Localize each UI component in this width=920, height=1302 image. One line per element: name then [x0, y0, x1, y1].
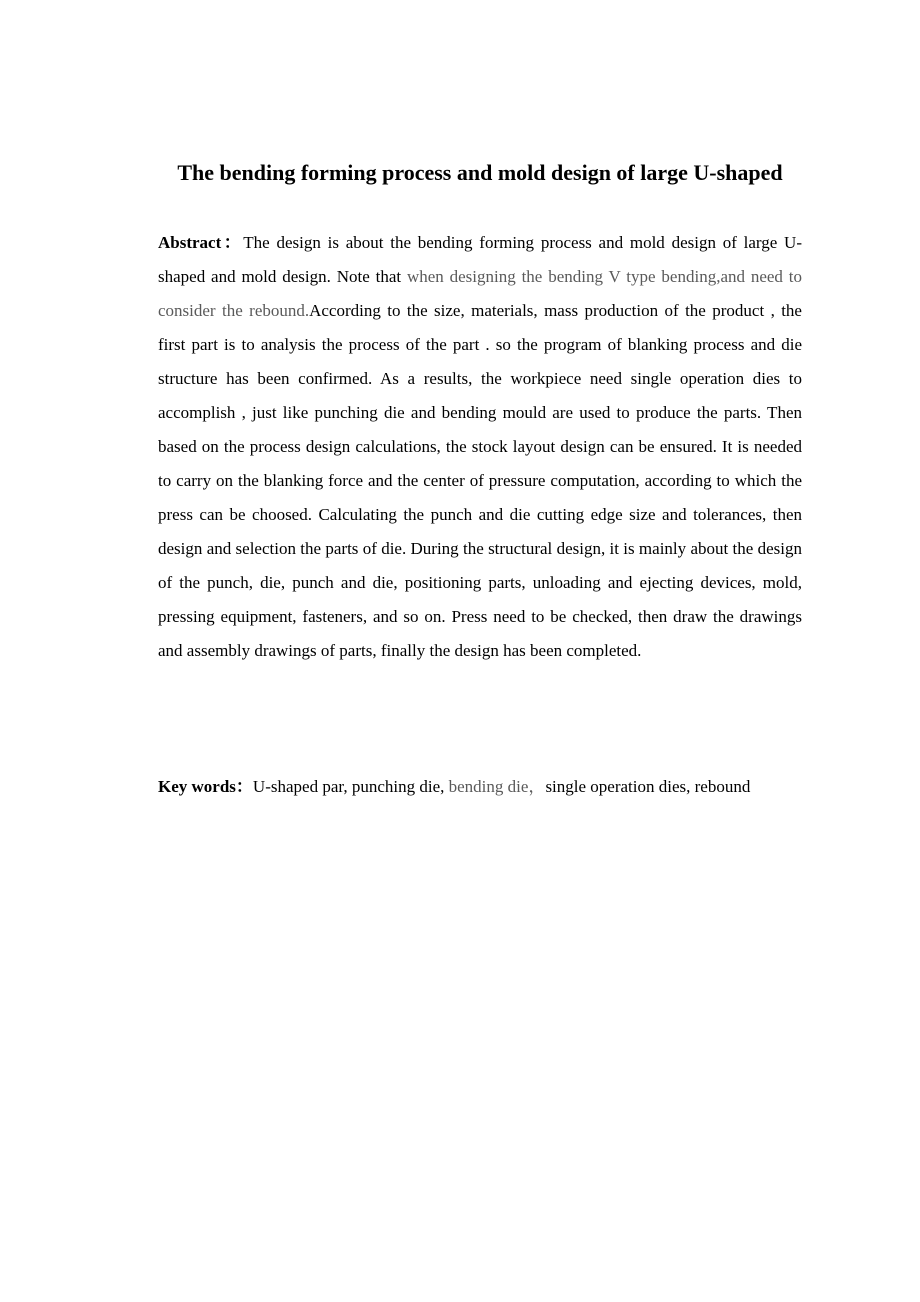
keywords-part2: single operation dies, rebound: [545, 777, 751, 796]
abstract-label: Abstract：: [158, 233, 244, 252]
abstract-text-part2: According to the size, materials, mass production of the product , the first part is to analysis the process of the part . so the program of blanking process and die structure has been confirmed. As a results, the workpiece need single operation dies to accomplish , just like punching die and bending mould are used to produce the parts. Then based on the process design calculations, the stock layout design can be ensured. It is needed to carry on the blanking force and the center of pressure computation, according to which the press can be choosed. Calculating the punch and die cutting edge size and tolerances, then design and selection the parts of die. During the structural design, it is mainly about the design of the punch, die, punch and die, positioning parts, unloading and ejecting devices, mold, pressing equipment, fasteners, and so on. Press need to be checked, then draw the drawings and assembly drawings of parts, finally the design has been completed.: [158, 301, 802, 660]
document-title: The bending forming process and mold design of large U-shaped: [177, 160, 783, 185]
keywords-part1: U-shaped par, punching die,: [252, 777, 449, 796]
abstract-text-gray: when designing the bending V type bending,and need to consider the rebound.: [158, 267, 802, 320]
keywords-gray: bending die，: [448, 777, 546, 796]
keywords-line: [158, 771, 818, 803]
keywords-label: Key words：: [158, 777, 253, 796]
abstract-text-part1: The design is about the bending forming process and mold design of large U-shaped and mold design. Note that: [158, 233, 802, 286]
abstract-paragraph: [158, 226, 802, 668]
